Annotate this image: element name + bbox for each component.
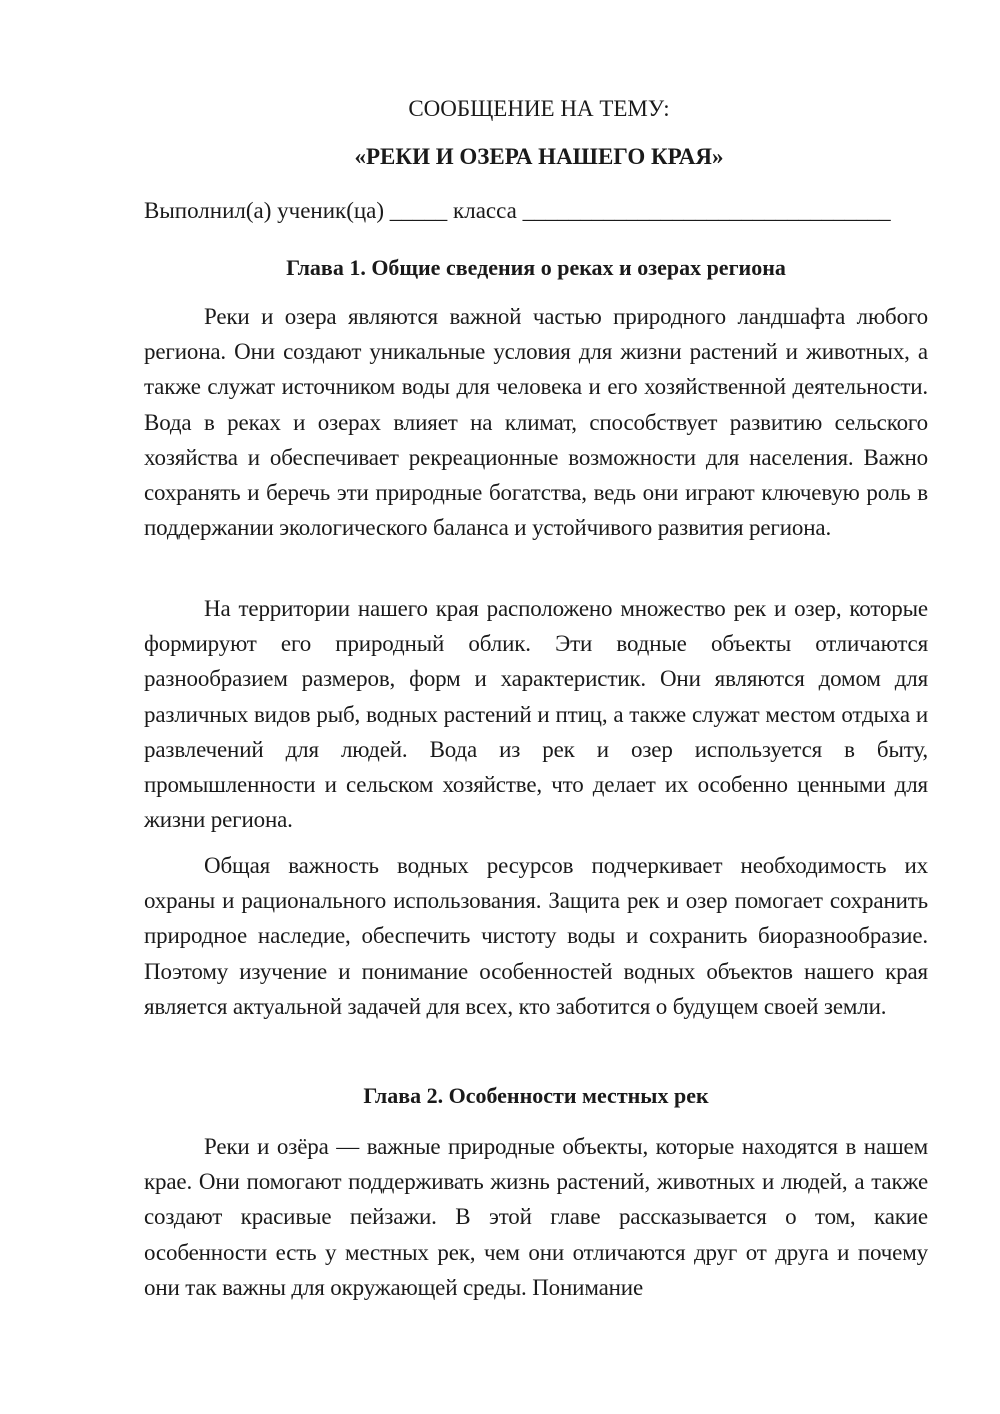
chapter1-paragraph-2: На территории нашего края расположено множество рек и озер, которые формируют его природный облик. Эти водные объекты отличаются разнообразием размеров, форм и характеристик. Они являются домом для различных видов рыб, водных растений и птиц, а также служат местом отдыха и развлечений для людей. Вода из рек и озер используется в быту, промышленности и сельском хозяйстве, что делает их особенно ценными для жизни региона. <box>144 596 928 833</box>
document-title-line2: «РЕКИ И ОЗЕРА НАШЕГО КРАЯ» <box>354 144 724 169</box>
chapter1-paragraph-1: Реки и озера являются важной частью природного ландшафта любого региона. Они создают уникальные условия для жизни растений и животных, а также служат источником воды для человека и его хозяйственной деятельности. Вода в реках и озерах влияет на климат, способствует развитию сельского хозяйства и обеспечивает рекреационные возможности для населения. Важно сохранять и беречь эти природные богатства, ведь они играют ключевую роль в поддержании экологического баланса и устойчивого развития региона. <box>144 304 928 541</box>
signature-line: Выполнил(а) ученик(ца) _____ класса ________________________________ <box>144 198 891 223</box>
document-title-line1: СООБЩЕНИЕ НА ТЕМУ: <box>408 96 670 121</box>
chapter2-paragraph-1: Реки и озёра — важные природные объекты, которые находятся в нашем крае. Они помогают поддерживать жизнь растений, животных и людей, а также создают красивые пейзажи. В этой главе рассказывается о том, какие особенности есть у местных рек, чем они отличаются друг от друга и почему они так важны для окружающей среды. Понимание <box>144 1134 928 1300</box>
chapter1-paragraph-3: Общая важность водных ресурсов подчеркивает необходимость их охраны и рационального использования. Защита рек и озер помогает сохранить природное наследие, обеспечить чистоту воды и сохранить биоразнообразие. Поэтому изучение и понимание особенностей водных объектов нашего края является актуальной задачей для всех, кто заботится о будущем своей земли. <box>144 853 928 1019</box>
chapter2-heading: Глава 2. Особенности местных рек <box>363 1083 709 1108</box>
chapter1-heading: Глава 1. Общие сведения о реках и озерах региона <box>286 255 786 280</box>
